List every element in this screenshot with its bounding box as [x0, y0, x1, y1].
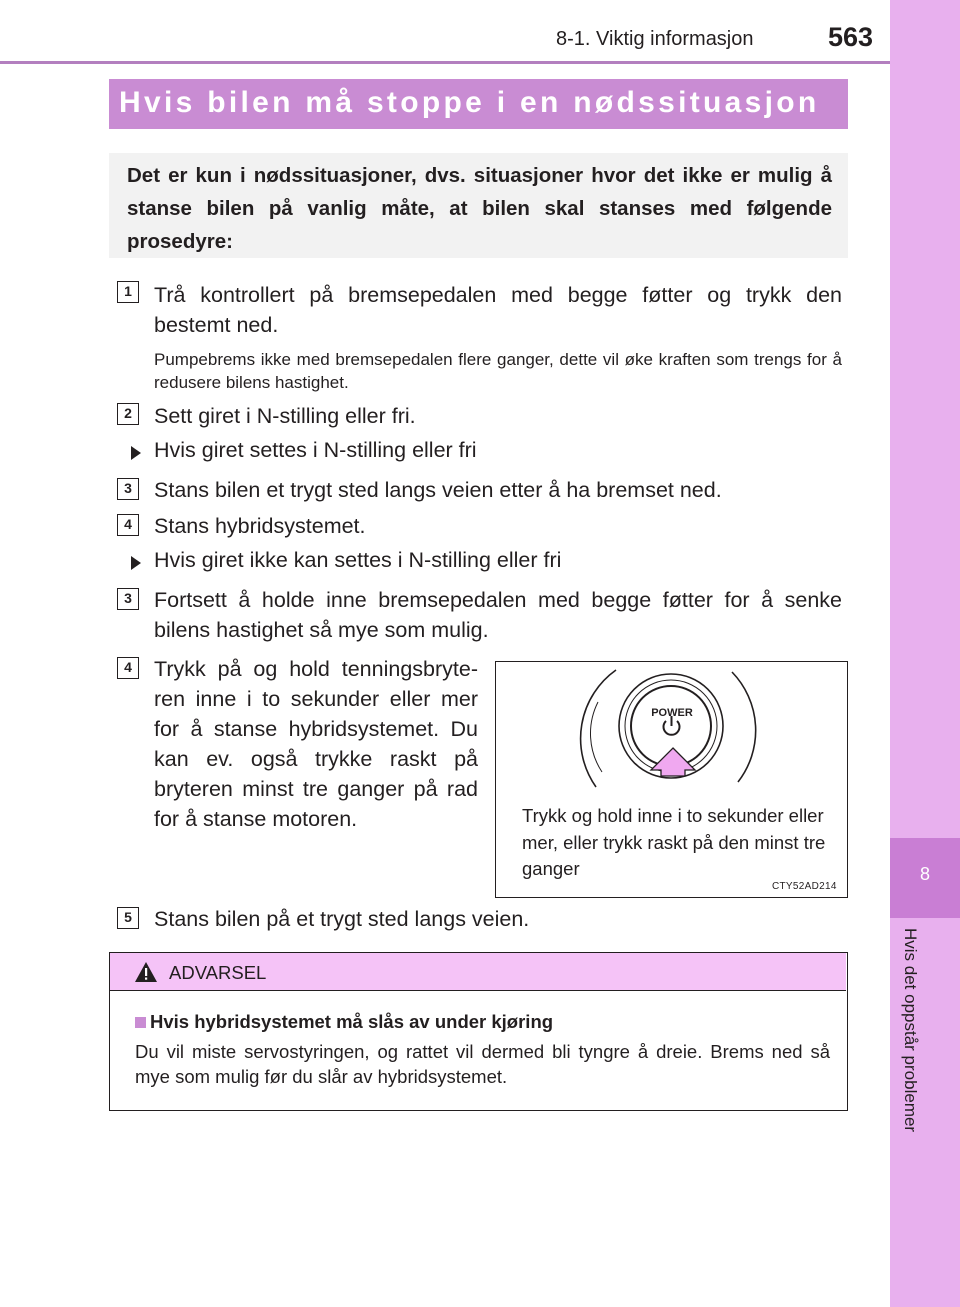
square-bullet-icon: [135, 1017, 146, 1028]
step-number-box: 2: [117, 403, 139, 425]
sub-heading: Hvis giret ikke kan settes i N-stilling eller fri: [154, 548, 562, 572]
header-rule: [0, 61, 890, 64]
step-number-box: 3: [117, 478, 139, 500]
step-text: Stans bilen på et trygt sted langs veien.: [154, 907, 530, 931]
section-title: Hvis bilen må stoppe i en nødssituasjon: [119, 86, 820, 119]
step-number-box: 4: [117, 657, 139, 679]
triangle-bullet-icon: [131, 556, 141, 570]
figure-caption: Trykk og hold inne i to sekunder eller mer, eller trykk raskt på den minst tre ganger: [522, 805, 826, 879]
step-number-box: 1: [117, 281, 139, 303]
power-button-illustration: [496, 662, 846, 802]
warning-body: Du vil miste servostyringen, og rattet vil dermed bli tyngre å dreie. Brems ned så mye som mulig før du slår av hybridsystemet.: [135, 1041, 830, 1087]
chapter-number-tab: [890, 838, 960, 918]
power-button-label: POWER: [651, 707, 693, 719]
chapter-number: 8: [919, 864, 930, 884]
step-text: Fortsett å holde inne bremsepedalen med begge føtter for å senke bilens hastighet så mye som mulig.: [154, 588, 842, 642]
intro-paragraph: Det er kun i nødssituasjoner, dvs. situasjoner hvor det ikke er mulig å stanse bilen på vanlig måte, at bilen skal stanses med følgende prosedyre:: [109, 153, 848, 258]
warning-triangle-icon: [134, 961, 158, 983]
section-title-bar: [109, 79, 848, 129]
section-header: 8-1. Viktig informasjon: [556, 28, 754, 50]
sub-heading: Hvis giret settes i N-stilling eller fri: [154, 438, 477, 462]
figure-code: CTY52AD214: [772, 881, 837, 892]
chapter-title: Hvis det oppstår problemer: [901, 928, 920, 1133]
warning-box: [109, 952, 848, 1111]
press-motion-arc-inner: [590, 702, 602, 772]
warning-subtitle: Hvis hybridsystemet må slås av under kjøring: [135, 1011, 553, 1033]
page-number: 563: [828, 22, 874, 52]
step-text: Trykk på og hold tenningsbryteren inne i to sekunder eller mer for å stanse hybridsystemet. Du kan ev. også trykke raskt på bryteren minst tre ganger på rad for å stanse motoren.: [154, 657, 478, 831]
step-number-box: 5: [117, 907, 139, 929]
triangle-bullet-icon: [131, 446, 141, 460]
step-note: Pumpebrems ikke med bremsepedalen flere ganger, dette vil øke kraften som trengs for å redusere bilens hastighet.: [154, 350, 842, 392]
step-text: Stans bilen et trygt sted langs veien etter å ha bremset ned.: [154, 478, 722, 502]
warning-header: [110, 953, 846, 991]
warning-label: ADVARSEL: [169, 962, 267, 983]
step-text: Sett giret i N-stilling eller fri.: [154, 404, 416, 428]
press-motion-arc-right: [732, 672, 756, 782]
step-number-box: 4: [117, 514, 139, 536]
step-text: Stans hybridsystemet.: [154, 514, 366, 538]
step-text: Trå kontrollert på bremsepedalen med begge føtter og trykk den bestemt ned.: [154, 283, 842, 337]
step-number-box: 3: [117, 588, 139, 610]
press-motion-arc-left: [581, 670, 616, 787]
